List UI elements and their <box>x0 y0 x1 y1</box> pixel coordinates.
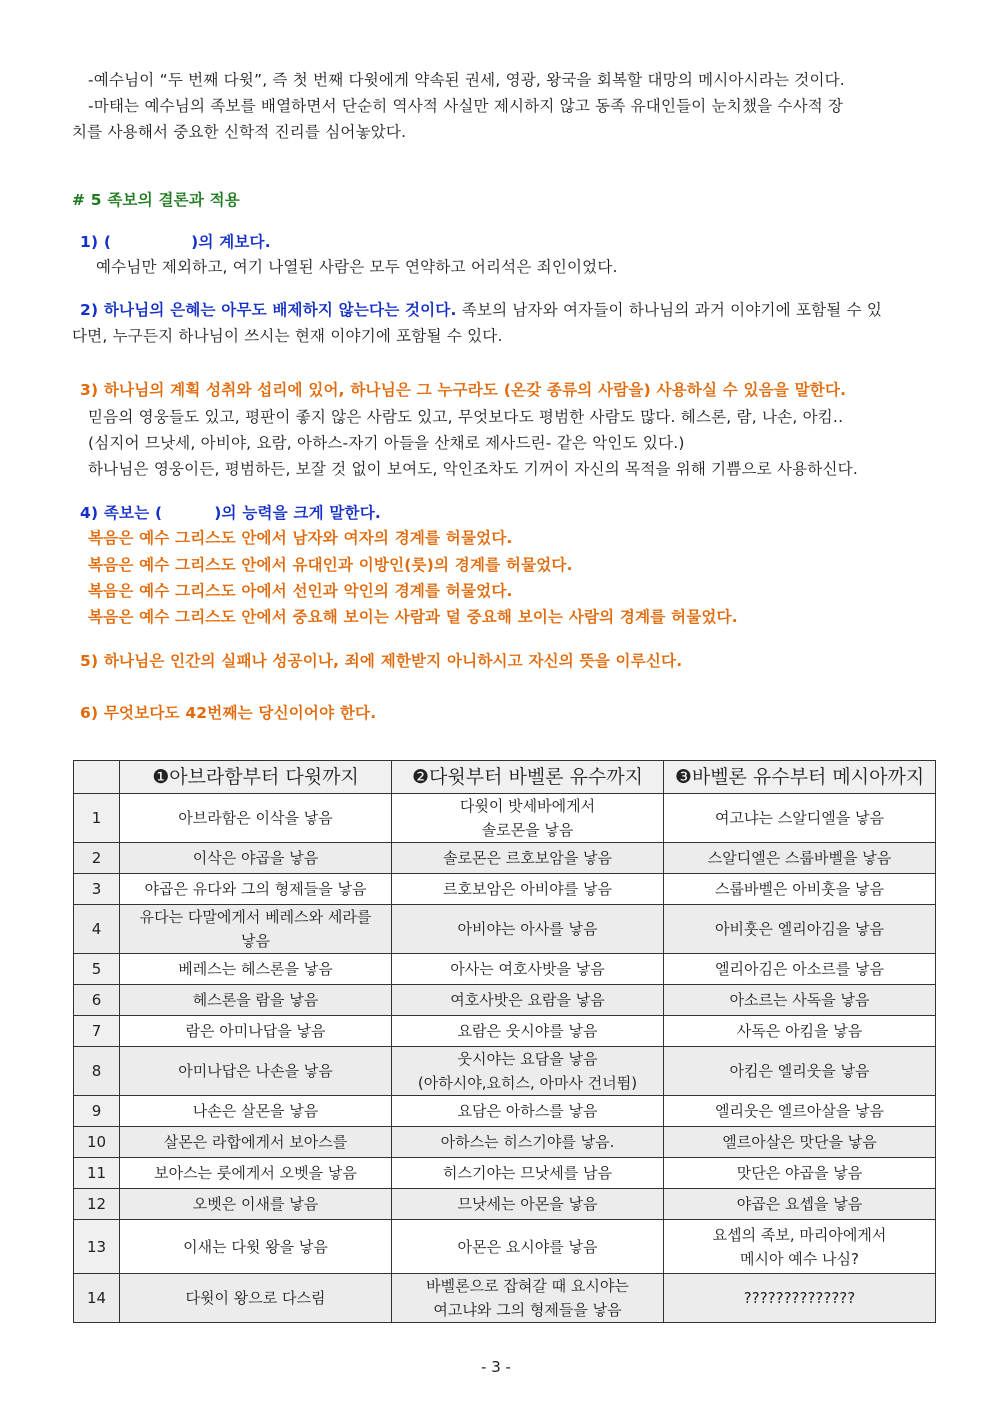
row-number: 4 <box>74 905 120 954</box>
cell-b: 아사는 여호사밧을 낳음 <box>392 954 664 985</box>
cell-c: 맛단은 야곱을 낳음 <box>664 1158 936 1189</box>
intro-line-1: -예수님이 “두 번째 다윗”, 즉 첫 번째 다윗에게 약속된 권세, 영광, 왕국을 회복할 대망의 메시아시라는 것이다. <box>88 71 845 89</box>
row-number: 14 <box>74 1274 120 1323</box>
header-abraham-to-david: ❶아브라함부터 다윗까지 <box>120 761 392 794</box>
cell-c: 야곱은 요셉을 낳음 <box>664 1189 936 1220</box>
row-number: 13 <box>74 1220 120 1274</box>
intro-line-2a: -마태는 예수님의 족보를 배열하면서 단순히 역사적 사실만 제시하지 않고 동족 유대인들이 눈치챘을 수사적 장 <box>88 97 844 115</box>
cell-a-line-1: 유다는 다말에게서 베레스와 세라를 <box>139 908 372 926</box>
point-2-heading: 2) 하나님의 은혜는 아무도 배제하지 않는다는 것이다. <box>80 301 457 319</box>
point-1-suffix: )의 계보다. <box>191 233 271 251</box>
row-number: 8 <box>74 1047 120 1096</box>
cell-c: 아킴은 엘리웃을 낳음 <box>664 1047 936 1096</box>
row-number: 12 <box>74 1189 120 1220</box>
row-number: 9 <box>74 1096 120 1127</box>
cell-b <box>392 1274 664 1323</box>
point-1-heading <box>80 229 956 255</box>
table-row <box>74 1096 936 1127</box>
cell-a: 나손은 살몬을 낳음 <box>120 1096 392 1127</box>
row-number: 11 <box>74 1158 120 1189</box>
cell-b-line-1: 다윗이 밧세바에게서 <box>459 797 596 815</box>
cell-c: 엘리웃은 엘르아살을 낳음 <box>664 1096 936 1127</box>
page-number: - 3 - <box>481 1358 511 1376</box>
point-3-heading: 3) 하나님의 계획 성취와 섭리에 있어, 하나님은 그 누구라도 (온갖 종류의 사람을) 사용하실 수 있음을 말한다. <box>80 381 847 399</box>
cell-b: 르호보암은 아비야를 낳음 <box>392 874 664 905</box>
cell-a-line-2: 낳음 <box>241 932 270 950</box>
point-4-item-3: 복음은 예수 그리스도 아에서 선인과 악인의 경계를 허물었다. <box>88 582 513 600</box>
header-number <box>74 761 120 794</box>
cell-c: 아비훗은 엘리아김을 낳음 <box>664 905 936 954</box>
table-row <box>74 1189 936 1220</box>
cell-c <box>664 1220 936 1274</box>
table-row <box>74 874 936 905</box>
cell-b: 요담은 아하스를 낳음 <box>392 1096 664 1127</box>
table-row <box>74 1274 936 1323</box>
cell-c: 스알디엘은 스룹바벨을 낳음 <box>664 843 936 874</box>
point-3-body-1: 믿음의 영웅들도 있고, 평판이 좋지 않은 사람도 있고, 무엇보다도 평범한 사람도 많다. 헤스론, 람, 나손, 아킴.. <box>88 408 844 426</box>
cell-c-line-2: 메시아 예수 나심? <box>740 1249 859 1268</box>
row-number: 2 <box>74 843 120 874</box>
row-number: 3 <box>74 874 120 905</box>
cell-b: 요람은 웃시야를 낳음 <box>392 1016 664 1047</box>
header-david-to-babylon: ❷다윗부터 바벨론 유수까지 <box>392 761 664 794</box>
cell-b: 히스기야는 므낫세를 남음 <box>392 1158 664 1189</box>
point-4-item-2: 복음은 예수 그리스도 안에서 유대인과 이방인(룻)의 경계를 허물었다. <box>88 556 573 574</box>
cell-c: 스룹바벨은 아비훗을 낳음 <box>664 874 936 905</box>
point-2-line-a <box>80 297 946 323</box>
point-3-body-2: (심지어 므낫세, 아비야, 요람, 아하스-자기 아들을 산채로 제사드린- 같은 악인도 있다.) <box>88 434 685 452</box>
cell-a: 이삭은 야곱을 낳음 <box>120 843 392 874</box>
cell-c: 여고냐는 스알디엘을 낳음 <box>664 794 936 843</box>
cell-a: 다윗이 왕으로 다스림 <box>120 1274 392 1323</box>
intro-line-2b: 치를 사용해서 중요한 신학적 진리를 심어놓았다. <box>72 123 407 141</box>
header-babylon-to-messiah: ❸바벨론 유수부터 메시아까지 <box>664 761 936 794</box>
cell-a: 야곱은 유다와 그의 형제들을 낳음 <box>120 874 392 905</box>
row-number: 1 <box>74 794 120 843</box>
point-5-heading: 5) 하나님은 인간의 실패나 성공이나, 죄에 제한받지 아니하시고 자신의 뜻을 이루신다. <box>80 652 683 670</box>
row-number: 5 <box>74 954 120 985</box>
cell-a: 보아스는 룻에게서 오벳을 낳음 <box>120 1158 392 1189</box>
table-header-row <box>74 761 936 794</box>
cell-b <box>392 794 664 843</box>
cell-b: 솔로몬은 르호보암을 낳음 <box>392 843 664 874</box>
cell-c: 사독은 아킴을 낳음 <box>664 1016 936 1047</box>
row-number: 6 <box>74 985 120 1016</box>
table-row <box>74 954 936 985</box>
table-row <box>74 1127 936 1158</box>
section-title: # 5 족보의 결론과 적용 <box>72 191 240 209</box>
table-row <box>74 1220 936 1274</box>
table-row <box>74 794 936 843</box>
cell-a <box>120 905 392 954</box>
cell-b <box>392 1047 664 1096</box>
cell-c: ?????????????? <box>664 1274 936 1323</box>
table-row <box>74 1016 936 1047</box>
point-1-prefix: 1) ( <box>80 233 112 251</box>
cell-b: 므낫세는 아몬을 낳음 <box>392 1189 664 1220</box>
row-number: 7 <box>74 1016 120 1047</box>
table-row <box>74 985 936 1016</box>
table-row <box>74 905 936 954</box>
point-6-heading: 6) 무엇보다도 42번째는 당신이어야 한다. <box>80 704 377 722</box>
point-4-item-4: 복음은 예수 그리스도 안에서 중요해 보이는 사람과 덜 중요해 보이는 사람의 경계를 허물었다. <box>88 608 738 626</box>
cell-a: 이새는 다윗 왕을 낳음 <box>120 1220 392 1274</box>
row-number: 10 <box>74 1127 120 1158</box>
cell-c-line-1: 요셉의 족보, 마리아에게서 <box>712 1225 887 1244</box>
cell-b-line-1: 웃시야는 요담을 낳음 <box>457 1050 598 1068</box>
cell-b: 아비야는 아사를 낳음 <box>392 905 664 954</box>
point-2-body-a: 족보의 남자와 여자들이 하나님의 과거 이야기에 포함될 수 있 <box>461 301 883 319</box>
cell-a: 살몬은 라합에게서 보아스를 <box>120 1127 392 1158</box>
point-4-prefix: 4) 족보는 ( <box>80 504 163 522</box>
cell-a: 베레스는 헤스론을 낳음 <box>120 954 392 985</box>
cell-a: 헤스론을 람을 낳음 <box>120 985 392 1016</box>
point-3-body-3: 하나님은 영웅이든, 평범하든, 보잘 것 없이 보여도, 악인조차도 기꺼이 자신의 목적을 위해 기쁨으로 사용하신다. <box>88 460 858 478</box>
cell-c: 엘리아김은 아소르를 낳음 <box>664 954 936 985</box>
cell-a: 아브라함은 이삭을 낳음 <box>120 794 392 843</box>
point-1-body: 예수님만 제외하고, 여기 나열된 사람은 모두 연약하고 어리석은 죄인이었다. <box>96 258 618 276</box>
cell-b-line-2: 여고냐와 그의 형제들을 낳음 <box>433 1301 622 1319</box>
cell-b-line-1: 바벨론으로 잡혀갈 때 요시야는 <box>426 1277 629 1295</box>
cell-c: 엘르아살은 맛단을 낳음 <box>664 1127 936 1158</box>
point-4-item-1: 복음은 예수 그리스도 안에서 남자와 여자의 경계를 허물었다. <box>88 529 513 547</box>
genealogy-table <box>73 760 936 1323</box>
table-row <box>74 843 936 874</box>
cell-c: 아소르는 사독을 낳음 <box>664 985 936 1016</box>
cell-a: 아미나답은 나손을 낳음 <box>120 1047 392 1096</box>
point-4-heading <box>80 500 956 526</box>
cell-b-line-2: (아하시야,요히스, 아마사 건너뜀) <box>417 1074 638 1092</box>
point-4-suffix: )의 능력을 크게 말한다. <box>214 504 381 522</box>
table-row <box>74 1158 936 1189</box>
cell-a: 오벳은 이새를 낳음 <box>120 1189 392 1220</box>
cell-a: 람은 아미나답을 낳음 <box>120 1016 392 1047</box>
table-row <box>74 1047 936 1096</box>
point-2-line-b: 다면, 누구든지 하나님이 쓰시는 현재 이야기에 포함될 수 있다. <box>72 327 503 345</box>
cell-b: 여호사밧은 요람을 낳음 <box>392 985 664 1016</box>
cell-b-line-2: 솔로몬을 낳음 <box>481 821 574 839</box>
cell-b: 아하스는 히스기야를 낳음. <box>392 1127 664 1158</box>
cell-b: 아몬은 요시야를 낳음 <box>392 1220 664 1274</box>
